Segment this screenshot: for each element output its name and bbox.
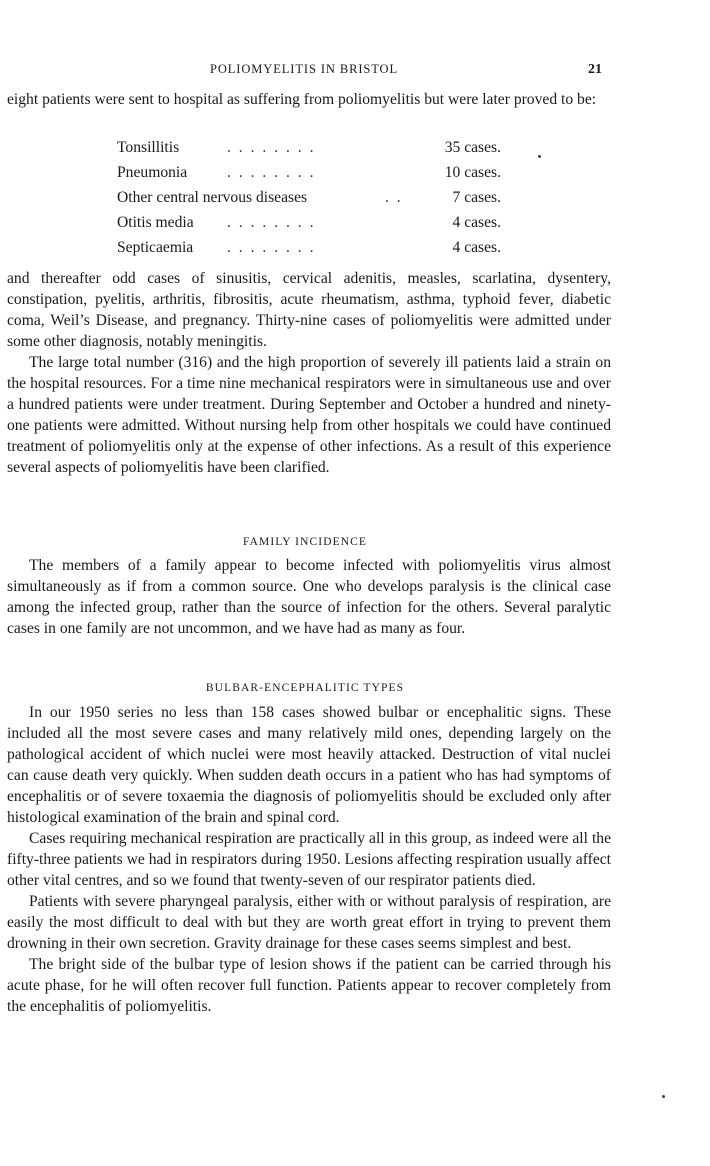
page-number: 21 [588, 62, 602, 77]
leader-dots: . . . . . . . . [227, 239, 316, 256]
diagnosis-name: Pneumonia [117, 164, 188, 181]
leader-dots: . . [385, 189, 403, 206]
table-row [117, 239, 501, 264]
leader-dots: . . . . . . . . [227, 139, 316, 156]
paragraph: The bright side of the bulbar type of lesion shows if the patient can be carried through his acute phase, for he will often recover full function. Patients appear to recover completely from the encephalitis of poliomyelitis. [7, 956, 611, 1015]
paragraph: In our 1950 series no less than 158 cases showed bulbar or encephalitic signs. These included all the most severe cases and many relatively mild ones, depending largely on the pathological accident of which nuclei were most heavily attacked. Destruction of vital nuclei can cause death very quickly. When sudden death occurs in a patient who has had symptoms of encephalitis or of severe toxaemia the diagnosis of poliomyelitis should be excluded only after histological examination of the brain and spinal cord. [7, 704, 611, 826]
table-row [117, 214, 501, 239]
bulbar-encephalitic-text [7, 702, 611, 1017]
running-title: POLIOMYELITIS IN BRISTOL [209, 62, 399, 76]
section-heading-family-incidence: FAMILY INCIDENCE [242, 536, 368, 548]
leader-dots: . . . . . . . . [227, 164, 316, 181]
diagnosis-count: 7 cases. [452, 189, 501, 206]
paragraph: and thereafter odd cases of sinusitis, cervical adenitis, measles, scarlatina, dysentery, constipation, pyelitis, arthritis, fibrositis, acute rheumatism, asthma, typhoid fever, diabetic coma, Weil’s Disease, and pregnancy. Thirty-nine cases of poliomyelitis were admitted under some other diagnosis, notably meningitis. [7, 270, 611, 350]
diagnosis-count: 35 cases. [444, 139, 501, 156]
diagnosis-name: Tonsillitis [117, 139, 180, 156]
print-speck [538, 155, 541, 158]
after-table-text [7, 268, 611, 478]
intro-text [7, 89, 611, 110]
paragraph: The members of a family appear to become infected with poliomyelitis virus almost simultaneously as if from a common source. One who develops paralysis is the clinical case among the infected group, rather than the source of infection for the others. Several paralytic cases in one family are not uncommon, and we have had as many as four. [7, 557, 611, 637]
diagnosis-count: 4 cases. [452, 214, 501, 231]
intro-paragraph: eight patients were sent to hospital as suffering from poliomyelitis but were later proved to be: [7, 91, 597, 108]
running-header [0, 62, 710, 80]
diagnosis-name: Other central nervous diseases [117, 189, 308, 206]
paragraph: The large total number (316) and the high proportion of severely ill patients laid a strain on the hospital resources. For a time nine mechanical respirators were in simultaneous use and over a hundred patients were under treatment. During September and October a hundred and ninety-one patients were admitted. Without nursing help from other hospitals we could have continued treatment of poliomyelitis only at the expense of other infections. As a result of this experience several aspects of poliomyelitis have been clarified. [7, 354, 611, 476]
diagnosis-name: Septicaemia [117, 239, 194, 256]
table-row [117, 164, 501, 189]
print-speck [662, 1095, 665, 1098]
diagnosis-name: Otitis media [117, 214, 194, 231]
section-heading-bulbar-encephalitic: BULBAR-ENCEPHALITIC TYPES [205, 682, 405, 694]
leader-dots: . . . . . . . . [227, 214, 316, 231]
paragraph: Cases requiring mechanical respiration are practically all in this group, as indeed were all the fifty-three patients we had in respirators during 1950. Lesions affecting respiration usually affect other vital centres, and so we found that twenty-seven of our respirator patients died. [7, 830, 611, 889]
table-row [117, 139, 501, 164]
diagnosis-table [117, 139, 501, 264]
table-row [117, 189, 501, 214]
family-incidence-text [7, 555, 611, 639]
paragraph: Patients with severe pharyngeal paralysis, either with or without paralysis of respiration, are easily the most difficult to deal with but they are worth great effort in trying to prevent them drowning in their own secretion. Gravity drainage for these cases seems simplest and best. [7, 893, 611, 952]
diagnosis-count: 4 cases. [452, 239, 501, 256]
diagnosis-count: 10 cases. [444, 164, 501, 181]
